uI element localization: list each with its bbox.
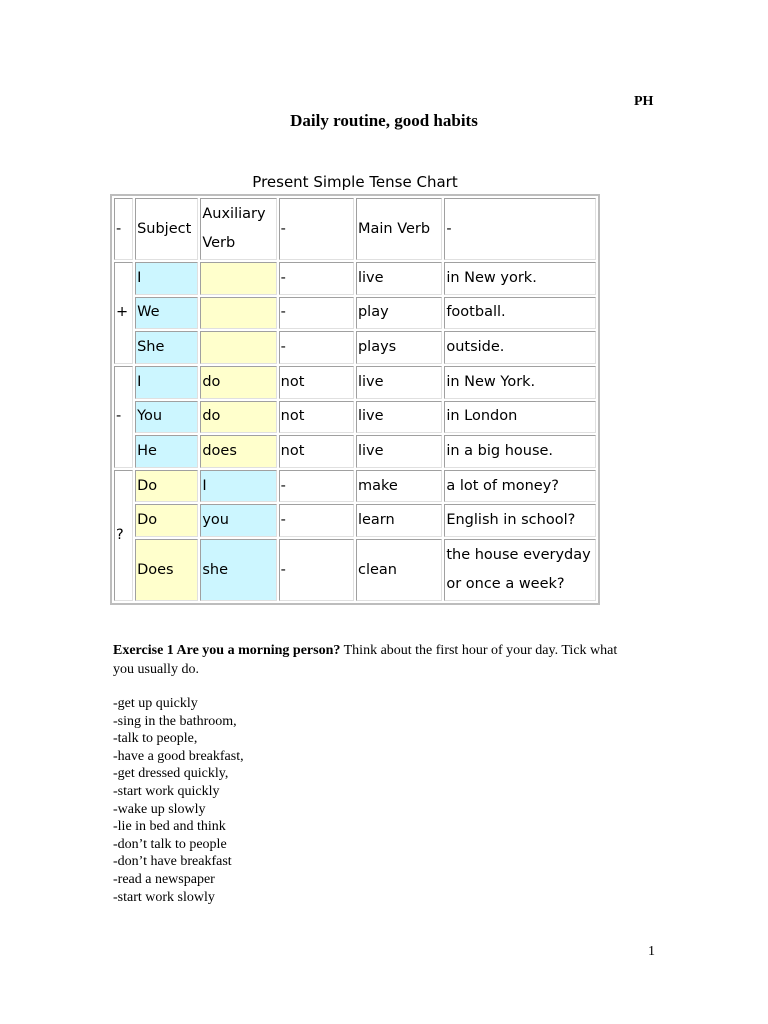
table-row: [114, 470, 596, 503]
complement-cell: a lot of money?: [444, 470, 596, 503]
main-verb-cell: live: [356, 401, 442, 434]
header-cell-dash: -: [279, 198, 354, 260]
subject-cell: She: [135, 331, 198, 364]
complement-cell: in a big house.: [444, 435, 596, 468]
subject-cell: she: [200, 539, 276, 601]
list-item: -have a good breakfast,: [113, 748, 244, 764]
main-verb-cell: learn: [356, 504, 442, 537]
auxiliary-cell: [200, 297, 276, 330]
subject-cell: I: [200, 470, 276, 503]
sign-cell-negative: -: [114, 366, 133, 468]
list-item: -talk to people,: [113, 731, 198, 747]
subject-cell: We: [135, 297, 198, 330]
sign-cell-question: ?: [114, 470, 133, 601]
auxiliary-cell: does: [200, 435, 276, 468]
auxiliary-cell: [200, 262, 276, 295]
complement-cell: football.: [444, 297, 596, 330]
negation-cell: -: [279, 331, 354, 364]
list-item: -lie in bed and think: [113, 819, 226, 835]
page-number: 1: [648, 944, 655, 959]
complement-cell: English in school?: [444, 504, 596, 537]
list-item: -wake up slowly: [113, 801, 206, 817]
subject-cell: you: [200, 504, 276, 537]
negation-cell: not: [279, 435, 354, 468]
page-title: Daily routine, good habits: [290, 111, 478, 130]
negation-cell: -: [279, 262, 354, 295]
header-cell-auxiliary: Auxiliary Verb: [200, 198, 276, 260]
main-verb-cell: live: [356, 366, 442, 399]
subject-cell: You: [135, 401, 198, 434]
author-initials: PH: [634, 94, 654, 109]
exercise-1: [113, 641, 633, 679]
subject-cell: He: [135, 435, 198, 468]
negation-cell: -: [279, 504, 354, 537]
table-row: [114, 262, 596, 295]
habit-list: [113, 695, 244, 906]
header-cell-sign: -: [114, 198, 133, 260]
list-item: -sing in the bathroom,: [113, 713, 237, 729]
complement-cell: outside.: [444, 331, 596, 364]
present-simple-chart: [110, 194, 600, 605]
negation-cell: not: [279, 366, 354, 399]
complement-cell: in New york.: [444, 262, 596, 295]
auxiliary-cell: do: [200, 366, 276, 399]
list-item: -don’t have breakfast: [113, 854, 232, 870]
list-item: -start work quickly: [113, 783, 220, 799]
list-item: -read a newspaper: [113, 871, 215, 887]
list-item: -get up quickly: [113, 696, 198, 711]
auxiliary-cell: [200, 331, 276, 364]
table-row: [114, 539, 596, 601]
auxiliary-cell: Does: [135, 539, 198, 601]
main-verb-cell: make: [356, 470, 442, 503]
negation-cell: -: [279, 297, 354, 330]
auxiliary-cell: do: [200, 401, 276, 434]
main-verb-cell: live: [356, 435, 442, 468]
main-verb-cell: plays: [356, 331, 442, 364]
complement-cell: in New York.: [444, 366, 596, 399]
list-item: -start work slowly: [113, 889, 215, 905]
table-row: [114, 504, 596, 537]
header-cell-main-verb: Main Verb: [356, 198, 442, 260]
negation-cell: -: [279, 539, 354, 601]
main-verb-cell: play: [356, 297, 442, 330]
chart-title: Present Simple Tense Chart: [252, 173, 458, 191]
exercise-instruction: Think about the first hour of your day. Tick what you usually do.: [113, 643, 618, 677]
auxiliary-cell: Do: [135, 470, 198, 503]
list-item: -get dressed quickly,: [113, 766, 229, 782]
exercise-label: Exercise 1 Are you a morning person?: [113, 643, 341, 658]
negation-cell: not: [279, 401, 354, 434]
main-verb-cell: live: [356, 262, 442, 295]
subject-cell: I: [135, 366, 198, 399]
table-row: [114, 366, 596, 399]
table-row: [114, 401, 596, 434]
auxiliary-cell: Do: [135, 504, 198, 537]
main-verb-cell: clean: [356, 539, 442, 601]
complement-cell: the house everyday or once a week?: [444, 539, 596, 601]
header-cell-rest: -: [444, 198, 596, 260]
chart-header-row: [114, 198, 596, 260]
negation-cell: -: [279, 470, 354, 503]
sign-cell-affirmative: +: [114, 262, 133, 364]
header-cell-subject: Subject: [135, 198, 198, 260]
table-row: [114, 297, 596, 330]
list-item: -don’t talk to people: [113, 836, 227, 852]
subject-cell: I: [135, 262, 198, 295]
complement-cell: in London: [444, 401, 596, 434]
table-row: [114, 435, 596, 468]
table-row: [114, 331, 596, 364]
